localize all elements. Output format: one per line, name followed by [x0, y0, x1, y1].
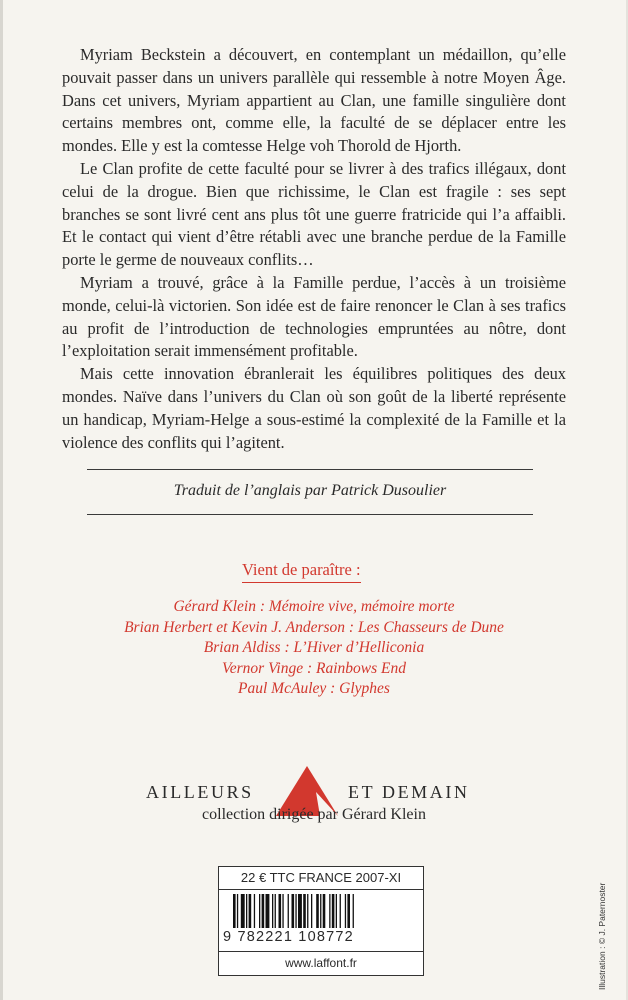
- new-releases-heading: Vient de paraître :: [242, 560, 361, 583]
- barcode-icon: [233, 894, 409, 928]
- list-item: Vernor Vinge : Rainbows End: [222, 659, 406, 677]
- publisher-url: www.laffont.fr: [219, 951, 423, 974]
- list-item: Brian Aldiss : L’Hiver d’Helliconia: [203, 639, 425, 656]
- collection-word-left: AILLEURS: [146, 782, 254, 802]
- translator-credit: Traduit de l’anglais par Patrick Dusoulier: [173, 482, 447, 499]
- list-item: Gérard Klein : Mémoire vive, mémoire morte: [173, 598, 455, 615]
- list-item: Paul McAuley : Glyphes: [238, 680, 390, 697]
- collection-director: collection dirigée par Gérard Klein: [202, 806, 426, 823]
- blurb-paragraph: Myriam Beckstein a découvert, en contemplant un médaillon, qu’elle pouvait passer dans un univers parallèle qui ressemble à notre Moyen Âge. Dans cet univers, Myriam appartient au Clan, une famille singulière dont certains membres ont, comme elle, la faculté de se déplacer entre les mondes. Elle y est la comtesse Helge voh Thorold de Hjorth.: [62, 45, 566, 156]
- back-cover-blurb: [62, 44, 566, 454]
- illustration-credit: Illustration : © J. Paternoster: [597, 882, 607, 990]
- blurb-paragraph: Mais cette innovation ébranlerait les équilibres politiques des deux mondes. Naïve dans l’univers du Clan où son goût de la liberté représente un handicap, Myriam-Helge a sous-estimé la complexité de la Famille et la violence des conflits qui l’agitent.: [62, 364, 566, 452]
- barcode-label: [218, 866, 424, 976]
- blurb-paragraph: Myriam a trouvé, grâce à la Famille perdue, l’accès à un troisième monde, celui-là victorien. Son idée est de faire renoncer le Clan à ses trafics au profit de l’introduction de technologies empruntées au nôtre, dont l’exploitation serait immensément profitable.: [62, 272, 566, 361]
- collection-word-right: ET DEMAIN: [348, 782, 470, 802]
- divider-top: [87, 469, 533, 470]
- blurb-paragraph: Le Clan profite de cette faculté pour se livrer à des trafics illégaux, dont celui de la drogue. Bien que richissime, le Clan est fragile : ses sept branches se sont livré cent ans plus tôt une guerre fratricide qui l’a affaibli. Et le contact qui vient d’être rétabli avec une branche perdue de la Famille porte le germe de nouveaux conflits…: [62, 158, 566, 270]
- new-releases-list: [0, 597, 628, 700]
- list-item: Brian Herbert et Kevin J. Anderson : Les Chasseurs de Dune: [124, 618, 504, 636]
- divider-bottom: [87, 514, 533, 515]
- ean-number: 9 782221 108772: [223, 929, 354, 945]
- price-line: 22 € TTC FRANCE 2007-XI: [219, 867, 423, 890]
